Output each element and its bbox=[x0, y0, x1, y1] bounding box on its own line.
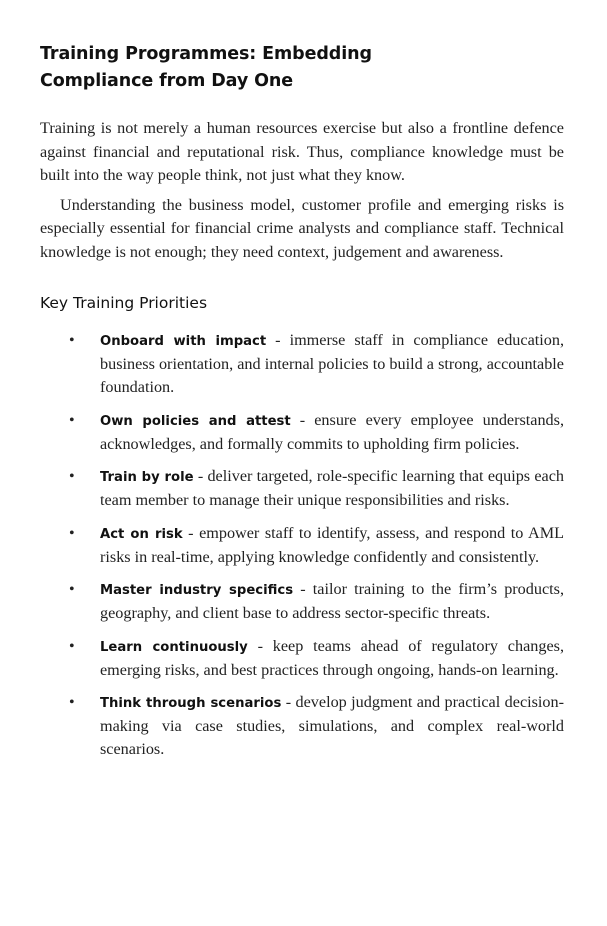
priority-lead: Train by role bbox=[100, 470, 194, 485]
priority-description: - keep teams ahead of regulatory changes, emerging risks, and best practices through ongoing, hands-on learning. bbox=[100, 636, 564, 679]
bullet-icon: • bbox=[69, 524, 75, 542]
priority-item-onboard bbox=[40, 329, 564, 399]
priority-item-learn bbox=[40, 635, 564, 682]
priority-description: - tailor training to the firm’s products, geography, and client base to address sector-specific threats. bbox=[100, 580, 564, 622]
bullet-icon: • bbox=[69, 468, 75, 485]
priority-description: - develop judgment and practical decision-making via case studies, simulations, and complex real-world scenarios. bbox=[100, 693, 564, 758]
priority-description: - ensure every employee understands, acknowledges, and formally commits to upholding firm policies. bbox=[100, 410, 564, 453]
priority-description: - immerse staff in compliance education, business orientation, and internal policies to build a strong, accountable foundation. bbox=[100, 331, 564, 396]
bullet-icon: • bbox=[69, 411, 75, 429]
priority-description: - deliver targeted, role-specific learning that equips each team member to manage their unique responsibilities and risks. bbox=[100, 467, 564, 509]
intro-paragraph: Training is not merely a human resources exercise but also a frontline defence against financial and reputational risk. Thus, compliance knowledge must be built into the way people think, not just what they know. bbox=[40, 119, 564, 184]
document-page bbox=[40, 41, 564, 771]
priority-item-policies bbox=[40, 409, 564, 456]
bullet-icon: • bbox=[69, 694, 75, 711]
section-title-line-2: Compliance from Day One bbox=[40, 71, 294, 91]
priority-lead: Onboard with impact bbox=[100, 334, 267, 349]
priority-lead: Own policies and attest bbox=[100, 413, 291, 429]
bullet-icon: • bbox=[69, 637, 75, 655]
priority-description: - empower staff to identify, assess, and respond to AML risks in real-time, applying knowledge confidently and consistently. bbox=[100, 523, 564, 566]
section-title bbox=[40, 41, 564, 95]
priorities-heading: Key Training Priorities bbox=[40, 294, 208, 312]
bullet-icon: • bbox=[69, 581, 75, 598]
priorities-list bbox=[40, 329, 564, 761]
context-paragraph: Understanding the business model, customer profile and emerging risks is especially essential for financial crime analysts and compliance staff. Technical knowledge is not enough; they need context, judgement and awareness. bbox=[40, 195, 564, 261]
priority-item-scenarios bbox=[40, 691, 564, 761]
bullet-icon: • bbox=[69, 332, 75, 349]
priority-item-industry bbox=[40, 578, 564, 625]
priority-lead: Act on risk bbox=[100, 526, 183, 542]
section-title-line-1: Training Programmes: Embedding bbox=[40, 44, 372, 64]
priority-lead: Learn continuously bbox=[100, 639, 248, 655]
priority-lead: Think through scenarios bbox=[100, 696, 282, 711]
priority-item-risk bbox=[40, 522, 564, 569]
priority-lead: Master industry specifics bbox=[100, 583, 294, 598]
priority-item-role bbox=[40, 465, 564, 512]
